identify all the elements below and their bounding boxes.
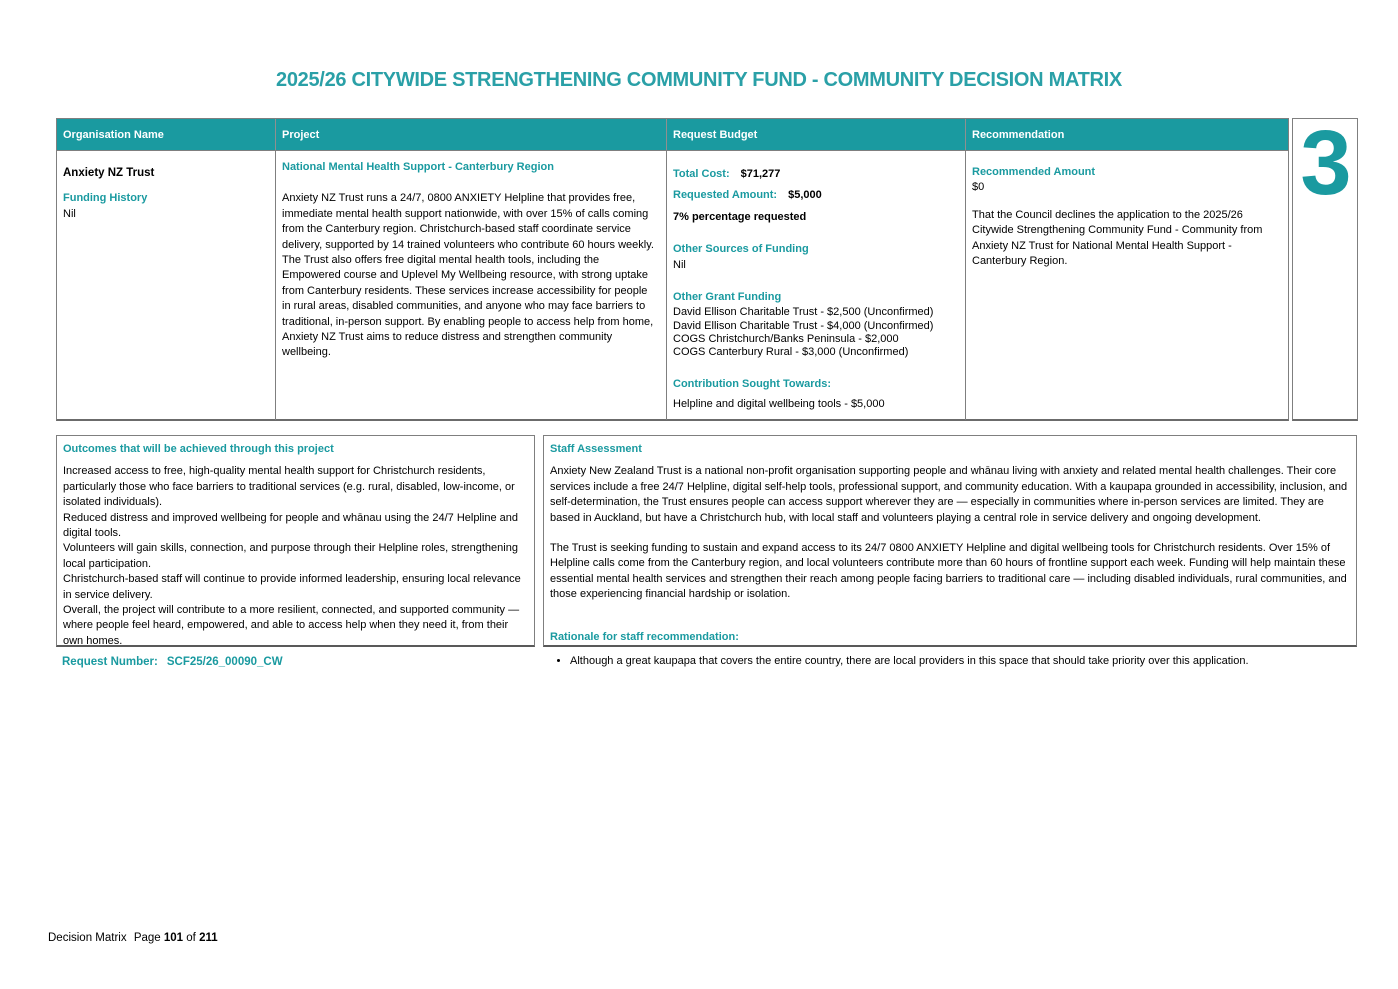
- footer-doc-label: Decision Matrix: [48, 932, 127, 944]
- rationale-label: Rationale for staff recommendation:: [550, 630, 739, 643]
- request-number-value: SCF25/26_00090_CW: [166, 656, 283, 668]
- requested-amount-line: [673, 188, 957, 203]
- requested-amount-label: Requested Amount:: [673, 189, 778, 202]
- organisation-name: Anxiety NZ Trust: [63, 167, 155, 179]
- grant-line: COGS Canterbury Rural - $3,000 (Unconfirmed): [673, 346, 909, 359]
- footer-page-total: 211: [199, 932, 218, 944]
- priority-score: 3: [1300, 112, 1350, 214]
- priority-score-cell: [1292, 112, 1358, 421]
- page-footer: [48, 932, 218, 944]
- footer-page-label: Page: [133, 932, 161, 944]
- organisation-cell: [57, 151, 276, 420]
- table-body-row: [57, 150, 1288, 420]
- outcomes-title: Outcomes that will be achieved through this project: [63, 443, 334, 455]
- staff-assessment-paragraph: Anxiety New Zealand Trust is a national non-profit organisation supporting people and whānau living with anxiety and related mental health challenges. Their core services include a free 24/7 Helpline, digital self-help tools, professional support, and community education. With a kaupapa grounded in accessibility, inclusion, and self-determination, the Trust ensures people can access support wherever they are — especially in communities where in-person services are limited. They are based in Auckland, but have a Christchurch hub, with local staff and volunteers playing a central role in service delivery and ongoing development.: [550, 465, 1348, 524]
- project-description: Anxiety NZ Trust runs a 24/7, 0800 ANXIETY Helpline that provides free, immediate mental health support nationwide, with over 15% of calls coming from the Canterbury region. Christchurch-based staff coordinate service delivery, supported by 14 trained volunteers who contribute 60 hours weekly. The Trust also offers free digital mental health tools, including the Empowered course and Uplevel My Wellbeing resource, with strong uptake from Canterbury residents. These services increase accessibility for people in rural areas, disabled communities, and anyone who may face barriers to traditional, in-person support. By enabling people to access help from home, Anxiety NZ Trust aims to reduce distress and strengthen community wellbeing.: [282, 192, 654, 359]
- outcomes-box: [56, 435, 535, 647]
- recommendation-cell: [966, 151, 1289, 420]
- project-cell: [276, 151, 667, 420]
- outcome-item: Volunteers will gain skills, connection, and purpose through their Helpline roles, strengthening local participation.: [63, 542, 518, 570]
- outcome-item: Overall, the project will contribute to a more resilient, connected, and supported community — where people feel heard, empowered, and able to access help when they need it, from their own homes.: [63, 604, 520, 647]
- request-number: [62, 656, 283, 668]
- recommended-amount-label: Recommended Amount: [972, 166, 1096, 178]
- recommendation-text: That the Council declines the application to the 2025/26 Citywide Strengthening Community Fund - Community from Anxiety NZ Trust for National Mental Health Support - Canterbury Region.: [972, 208, 1263, 268]
- other-grant-funding-label: Other Grant Funding: [673, 291, 782, 304]
- funding-history-value: Nil: [63, 207, 76, 220]
- outcome-item: Increased access to free, high-quality mental health support for Christchurch residents, particularly those who face barriers to traditional services (e.g. rural, disabled, low-income, or isolated individuals).: [63, 465, 515, 509]
- page-title: 2025/26 CITYWIDE STRENGTHENING COMMUNITY FUND - COMMUNITY DECISION MATRIX: [276, 69, 1122, 91]
- footer-page-current: 101: [163, 932, 184, 944]
- grant-line: David Ellison Charitable Trust - $4,000 (Unconfirmed): [673, 319, 934, 332]
- grant-line: COGS Christchurch/Banks Peninsula - $2,000: [673, 333, 899, 346]
- decision-matrix-table: [56, 118, 1289, 421]
- total-cost-line: [673, 167, 957, 182]
- request-budget-cell: [667, 151, 966, 420]
- rationale-bullet: • Although a great kaupapa that covers the entire country, there are local providers in this space that should take priority over this application.: [570, 654, 1348, 669]
- outcome-item: Christchurch-based staff will continue to provide informed leadership, ensuring local relevance in service delivery.: [63, 573, 521, 601]
- recommended-amount-value: $0: [972, 181, 985, 194]
- contribution-sought-label: Contribution Sought Towards:: [673, 377, 832, 390]
- staff-assessment-paragraph: The Trust is seeking funding to sustain and expand access to its 24/7 0800 ANXIETY Helpline and digital wellbeing tools for Christchurch residents. Over 15% of Helpline calls come from the Canterbury region, and local volunteers contribute more than 60 hours of frontline support each week. Funding will help maintain these essential mental health services and strengthen their reach among people facing barriers to traditional care — including disabled individuals, rural communities, and those experiencing financial hardship or isolation.: [550, 542, 1347, 601]
- total-cost-value: $71,277: [740, 168, 781, 180]
- column-header-recommendation: Recommendation: [972, 128, 1065, 141]
- funding-history-label: Funding History: [63, 192, 148, 205]
- staff-assessment-title: Staff Assessment: [550, 443, 642, 455]
- request-number-label: Request Number:: [62, 656, 158, 668]
- footer-of-label: of: [186, 932, 196, 944]
- requested-amount-value: $5,000: [788, 189, 822, 202]
- project-title: National Mental Health Support - Canterbury Region: [282, 161, 554, 173]
- column-header-request-budget: Request Budget: [667, 119, 966, 150]
- outcomes-list: [63, 464, 526, 649]
- grant-line: David Ellison Charitable Trust - $2,500 (Unconfirmed): [673, 306, 934, 319]
- contribution-sought-value: Helpline and digital wellbeing tools - $5,000: [673, 398, 885, 411]
- other-sources-value: Nil: [673, 258, 686, 271]
- other-sources-label: Other Sources of Funding: [673, 243, 809, 256]
- outcome-item: Reduced distress and improved wellbeing for people and whānau using the 24/7 Helpline and digital tools.: [63, 511, 518, 540]
- staff-assessment-paragraphs: [550, 464, 1348, 602]
- rationale-bullet-list: [550, 654, 1348, 669]
- table-header-row: [57, 119, 1288, 150]
- percentage-requested: 7% percentage requested: [673, 210, 807, 223]
- column-header-project: Project: [276, 119, 667, 150]
- total-cost-label: Total Cost:: [673, 168, 730, 180]
- column-header-organisation-name: Organisation Name: [57, 119, 276, 150]
- other-grant-funding-list: [673, 306, 957, 359]
- staff-assessment-box: [543, 435, 1357, 668]
